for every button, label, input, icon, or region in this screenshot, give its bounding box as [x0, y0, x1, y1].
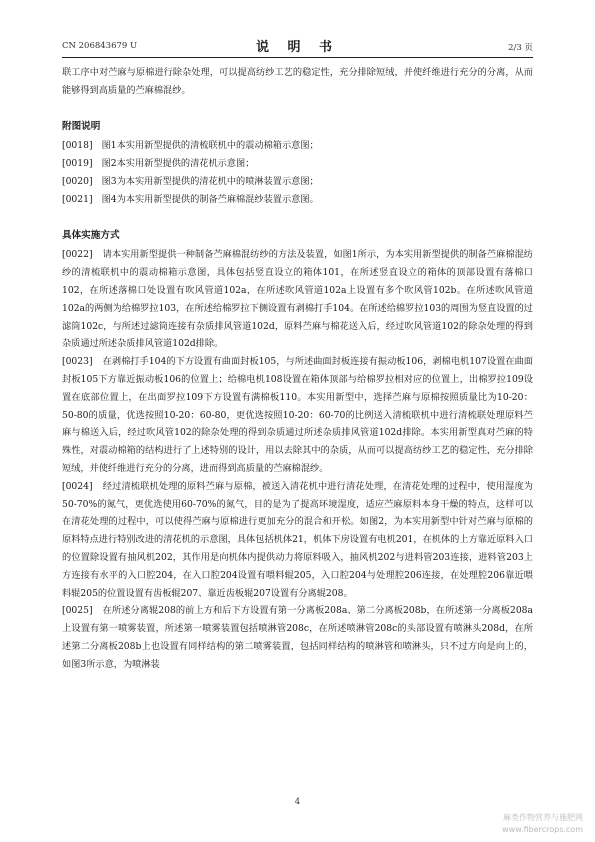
paragraph-tag: [0020] — [62, 175, 93, 187]
paragraph-text: 经过清梳联机处理的原料苎麻与原棉，被送入清花机中进行清花处理，在清花处理的过程中，使用湿度为50-70%的氮气，更优选使用60-70%的氮气，目的是为了提高环境湿度，适应苎麻原料本身干燥的特点，这样可以在清花处理的过程中，可以使得苎麻与原棉进行更加充分的混合和开松。如图2，为本实用新型中针对苎麻与原棉的原料特点进行特别改进的清花机的示意图，具体包括机体21，机体下房设置有电机201，在机体的上方靠近原料入口的位置除设置有抽风机202，其作用是向机体内提供动力将原料吸入，抽风机202与进料管203连接，进料管203上方连接有水平的入口腔204，在入口腔204设置有喂料辊205，入口腔204与处理腔206连接，在处理腔206靠近喂料辊205的位置设置有齿板辊207、靠近齿板辊207设置有分离辊208。 — [62, 480, 533, 599]
body-paragraph — [62, 353, 533, 478]
figure-item — [62, 155, 533, 173]
paragraph-tag: [0022] — [62, 249, 93, 261]
figure-caption: 图3为本实用新型提供的清花机中的喷淋装置示意图； — [101, 175, 319, 187]
figure-item — [62, 173, 533, 191]
figure-caption: 图2本实用新型提供的清花机示意图； — [101, 158, 255, 170]
body-paragraph — [62, 478, 533, 603]
body-paragraph — [62, 602, 533, 673]
paragraph-tag: [0023] — [62, 356, 93, 368]
paragraph-tag: [0024] — [62, 480, 93, 492]
watermark-site-name: 麻类作物营养与施肥网 — [503, 813, 583, 822]
figure-item — [62, 137, 533, 155]
paragraph-text: 在所述分离辊208的前上方和后下方设置有第一分离板208a、第二分离板208b，在所述第一分离板208a上设置有第一喷雾装置，所述第一喷雾装置包括喷淋管208c，在所述喷淋管208c的头部设置有喷淋头208d，在所述第二分离板208b上也设置有同样结构的第二喷雾装置，包括同样结构的喷淋管和喷淋头，只不过方向是向上的，如图3所示意，为喷淋装 — [62, 605, 533, 670]
paragraph-text: 请本实用新型提供一种制备苎麻棉混纺纱的方法及装置，如图1所示，为本实用新型提供的制备苎麻棉混纺纱的清梳联机中的震动棉箱示意图，具体包括竖直设立的箱体101，在所述竖直设立的箱体的顶部设置有落棉口102，在所述落棉口处设置有吹风管道102a，在所述吹风管道102a上设置有多个吹风管102b。在所述吹风管道102a的两侧为给棉罗拉103，在所述给棉罗拉下侧设置有剥棉打手104。在所述给棉罗拉103的周围为竖直设置的过滤筒102c，与所述过滤筒连接有杂质排风管道102d，原料苎麻与棉花送入后，经过吹风管道102的除杂处理的得到杂质通过所述杂质排风管道102d排除。 — [62, 249, 533, 350]
paragraph-tag: [0018] — [62, 140, 93, 152]
figure-caption: 图1本实用新型提供的清梳联机中的震动棉箱示意图； — [101, 140, 319, 152]
body-paragraph — [62, 246, 533, 353]
figures-heading: 附图说明 — [62, 120, 101, 132]
paragraph-tag: [0021] — [62, 193, 93, 205]
figure-list — [62, 137, 533, 208]
intro-paragraph: 联工序中对苎麻与原棉进行除杂处理，可以提高纺纱工艺的稳定性，充分排除短绒，并使纤维进行充分的分离，从而能够得到高质量的苎麻棉混纱。 — [62, 67, 533, 96]
patent-number: CN 206843679 U — [62, 41, 138, 51]
document-title: 说 明 书 — [255, 40, 340, 55]
site-watermark — [502, 812, 583, 836]
figure-item — [62, 191, 533, 209]
embodiment-heading: 具体实施方式 — [62, 229, 120, 241]
page-number: 4 — [294, 797, 301, 807]
paragraph-tag: [0025] — [62, 605, 93, 617]
paragraph-tag: [0019] — [62, 158, 93, 170]
header-rule — [62, 57, 533, 58]
page-body — [62, 64, 533, 674]
figure-caption: 图4为本实用新型提供的制备苎麻棉混纱装置示意图。 — [101, 193, 319, 205]
paragraph-text: 在剥棉打手104的下方设置有曲面封板105，与所述曲面封板连接有振动板106，剥棉电机107设置在曲面封板105下方靠近振动板106的位置上；给棉电机108设置在箱体顶部与给棉罗拉相对应的位置上，出棉罗拉109设置在底部位置上，在出面罗拉109下方设置有满棉板110。本实用新型中，选择苎麻与原棉按照质量比为10-20：50-80的质量，优选按照10-20：60-80，更优选按照10-20：60-70的比例送入清梳联机中进行清梳联处理原料苎麻与棉送入后，经过吹风管102的除杂处理的得到杂质通过所述杂质排风管道102d排除。本实用新型真对苎麻的特殊性，对震动棉箱的结构进行了上述特别的设计，用以去除其中的杂质，从而可以提高纺纱工艺的稳定性，充分排除短绒，并使纤维进行充分的分离，进而得到高质量的苎麻棉混纱。 — [62, 356, 533, 474]
page-count: 2/3 页 — [508, 43, 533, 53]
page-header — [62, 38, 533, 54]
watermark-url: www.fibercrops.com — [502, 825, 583, 834]
